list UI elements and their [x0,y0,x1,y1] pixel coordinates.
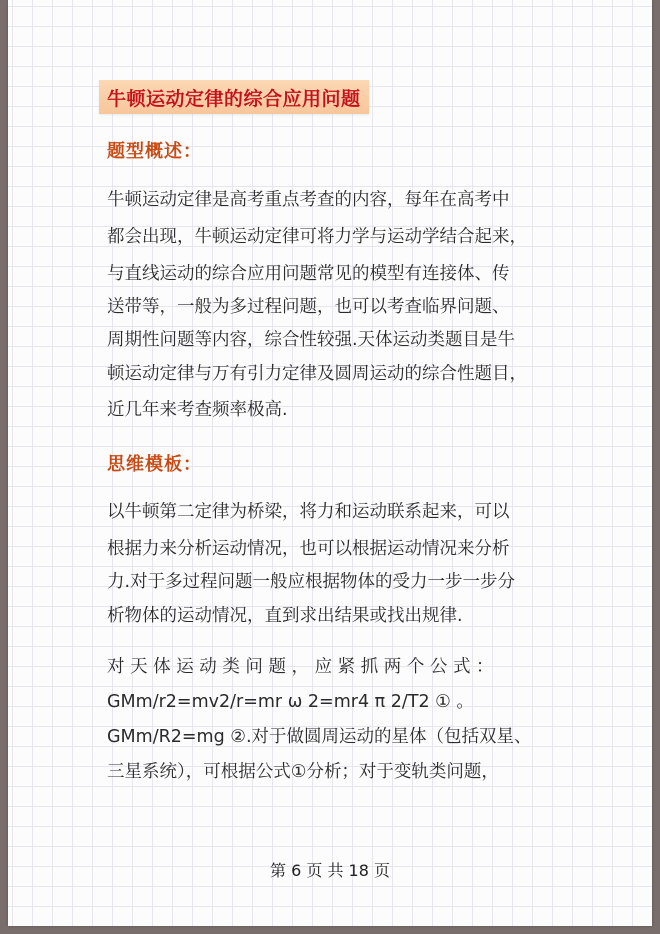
document-title: 牛顿运动定律的综合应用问题 [107,87,361,110]
overview-line: 周期性问题等内容，综合性较强.天体运动类题目是牛 [107,330,516,350]
formula-line: GMm/R2=mg ②.对于做圆周运动的星体（包括双星、 [107,727,532,747]
overview-line: 牛顿运动定律是高考重点考查的内容，每年在高考中 [107,190,510,210]
formula-line: GMm/r2=mv2/r=mr ω 2=mr4 π 2/T2 ① 。 [107,692,474,712]
page-footer: 第 6 页 共 18 页 [270,861,390,880]
overview-line: 顿运动定律与万有引力定律及圆周运动的综合性题目， [107,364,527,384]
template-line: 对 天 体 运 动 类 问 题 ， 应 紧 抓 两 个 公 式 ： [107,657,494,677]
document-page [8,0,652,926]
overview-line: 与直线运动的综合应用问题常见的模型有连接体、传 [107,264,510,284]
title-highlight [99,80,369,114]
template-heading: 思维模板： [107,454,202,475]
overview-line: 送带等，一般为多过程问题，也可以考查临界问题、 [107,297,510,317]
template-line: 三星系统），可根据公式①分析；对于变轨类问题， [107,762,499,782]
template-line: 析物体的运动情况，直到求出结果或找出规律. [107,606,463,626]
overview-heading: 题型概述： [107,141,202,162]
template-line: 根据力来分析运动情况，也可以根据运动情况来分析 [107,539,510,559]
template-line: 力.对于多过程问题一般应根据物体的受力一步一步分 [107,572,516,592]
overview-line: 都会出现，牛顿运动定律可将力学与运动学结合起来， [107,227,527,247]
template-line: 以牛顿第二定律为桥梁，将力和运动联系起来，可以 [107,502,510,522]
overview-line: 近几年来考查频率极高. [107,400,288,420]
